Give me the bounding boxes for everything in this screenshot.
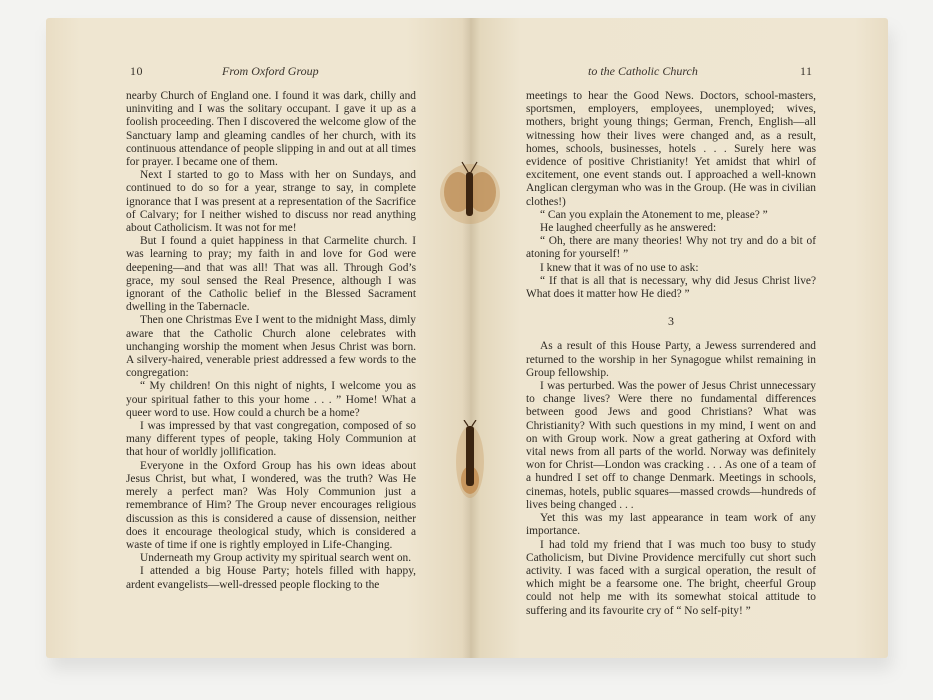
right-page-body bbox=[526, 90, 816, 618]
paragraph: nearby Church of England one. I found it was dark, chilly and uninviting and I was the solitary occupant. I gave it up as a foolish proceeding. Then I discovered the welcome glow of the Sanctuary lamp and gleaming candles of her church, with its continuous attendance of people slipping in and out at all times for prayer. I became one of them. bbox=[126, 90, 416, 169]
right-page bbox=[470, 18, 888, 658]
paragraph: “ My children! On this night of nights, I welcome you as your spiritual father to this your home . . . ” Home! What a queer word to use. How could a church be a home? bbox=[126, 380, 416, 419]
left-page-body bbox=[126, 90, 416, 592]
paragraph: I knew that it was of no use to ask: bbox=[540, 261, 699, 274]
paragraph: Everyone in the Oxford Group has his own ideas about Jesus Christ, but what, I wondered, was the truth? Was He merely a perfect man? Was Holy Communion just a remembrance of Him? The Group never encourages religious discussion as this is considered a cause of dissension, neither does it encourage theological study, which is considered a waste of time if one is rightly employed in Life-Changing. bbox=[126, 459, 416, 551]
right-page-number: 11 bbox=[800, 64, 813, 78]
section-number: 3 bbox=[668, 314, 674, 329]
paragraph: meetings to hear the Good News. Doctors, school-masters, sportsmen, employers, employees, unemployed; wives, mothers, bright young things; German, French, English—all witnessing how their lives were changed and, as a result, homes, schools, businesses, hotels . . . Surely here was evidence of positive Christianity! Yet amidst that whirl of excitement, one event stands out. I approached a well-known Anglican clergyman who was in the Group. (He was in civilian clothes!) bbox=[526, 90, 816, 208]
paragraph: I had told my friend that I was much too busy to study Catholicism, but Divine Providence mercifully cut short such activity. I was faced with a surgical operation, the result of which might be a fearsome one. The bright, cheerful Group could not help me with its somewhat stoical attitude to suffering and its favourite cry of “ No self-pity! ” bbox=[526, 538, 816, 617]
paragraph: He laughed cheerfully as he answered: bbox=[540, 222, 717, 235]
paragraph: “ Can you explain the Atonement to me, please? ” bbox=[540, 208, 768, 221]
right-running-head: to the Catholic Church bbox=[588, 64, 698, 78]
book-gutter bbox=[462, 18, 480, 658]
paragraph: “ Oh, there are many theories! Why not try and do a bit of atoning for yourself! ” bbox=[526, 235, 816, 261]
paragraph: As a result of this House Party, a Jewess surrendered and returned to the worship in her Synagogue whilst remaining in Group fellowship. bbox=[526, 340, 816, 379]
left-page-number: 10 bbox=[130, 64, 143, 78]
paragraph: I was impressed by that vast congregation, composed of so many different types of people, taking Holy Communion at that hour of worldly jollification. bbox=[126, 420, 416, 459]
left-page bbox=[46, 18, 470, 658]
left-running-head: From Oxford Group bbox=[222, 64, 319, 78]
paragraph: I was perturbed. Was the power of Jesus Christ unnecessary to change lives? Were there no fundamental differences between good Jews and good Christians? What was Christianity? With such questions in my mind, I went on and on with Group work. Now a great gathering at Oxford with vital news from all parts of the world. Norway was definitely won for Christ—London was cracking . . . As one of a team of a hundred I set off to change Denmark. Meetings in schools, cinemas, hotels, public squares—massed crowds—hundreds of lives being changed . . . bbox=[526, 380, 816, 511]
paragraph: But I found a quiet happiness in that Carmelite church. I was learning to pray; my faith in and love for God were deepening—and that was all! That was all. Through God’s grace, my soul sensed the Real Presence, although I was ignorant of the Catholic belief in the Blessed Sacrament dwelling in the Tabernacle. bbox=[126, 235, 416, 314]
upper-moth-stain bbox=[434, 158, 506, 228]
paragraph: I attended a big House Party; hotels filled with happy, ardent evangelists—well-dressed people flocking to the bbox=[126, 565, 416, 591]
paragraph: Then one Christmas Eve I went to the midnight Mass, dimly aware that the Catholic Church alone celebrates with unchanging worship the moment when Jesus Christ was born. A silvery-haired, venerable priest addressed a few words to the congregation: bbox=[126, 314, 416, 380]
paragraph: Underneath my Group activity my spiritual search went on. bbox=[140, 552, 412, 565]
paragraph: Next I started to go to Mass with her on Sundays, and continued to do so for a year, strange to say, in complete ignorance that I was present at a representation of the Sacrifice of Calvary; for I neither wished to discuss nor read anything about Catholicism. It was not for me! bbox=[126, 169, 416, 235]
open-book bbox=[46, 18, 888, 662]
paragraph: Yet this was my last appearance in team work of any importance. bbox=[526, 512, 816, 538]
lower-moth-stain bbox=[450, 420, 490, 502]
paragraph: “ If that is all that is necessary, why did Jesus Christ live? What does it matter how He died? ” bbox=[526, 274, 816, 301]
